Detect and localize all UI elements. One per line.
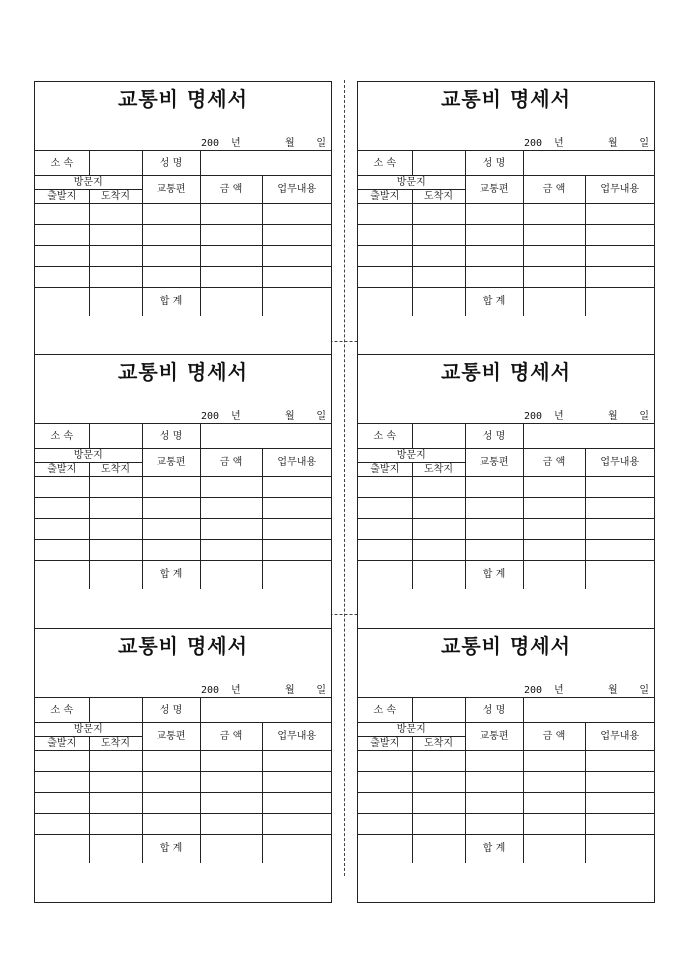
amount-header: 금 액 bbox=[200, 449, 262, 477]
duty-cell[interactable] bbox=[585, 751, 654, 772]
expense-form bbox=[34, 81, 332, 356]
total-blank-cell bbox=[35, 288, 89, 316]
vertical-cut-line bbox=[344, 80, 345, 876]
name-field[interactable] bbox=[200, 151, 331, 176]
total-label: 합 계 bbox=[465, 561, 523, 589]
total-amount-cell[interactable] bbox=[200, 561, 262, 589]
total-label: 합 계 bbox=[142, 561, 200, 589]
departure-cell[interactable] bbox=[35, 540, 89, 561]
expense-form bbox=[357, 81, 655, 356]
form-title: 교통비 명세서 bbox=[118, 360, 248, 384]
amount-cell[interactable] bbox=[200, 204, 262, 225]
month-label: 월 bbox=[608, 138, 618, 149]
arrival-cell[interactable] bbox=[412, 246, 465, 267]
amount-cell[interactable] bbox=[523, 772, 585, 793]
month-label: 월 bbox=[285, 411, 295, 422]
affiliation-field[interactable] bbox=[89, 698, 142, 723]
duty-cell[interactable] bbox=[262, 519, 331, 540]
total-blank-cell bbox=[412, 835, 465, 863]
departure-cell[interactable] bbox=[35, 498, 89, 519]
total-blank-cell bbox=[358, 288, 412, 316]
name-field[interactable] bbox=[200, 424, 331, 449]
departure-cell[interactable] bbox=[35, 204, 89, 225]
departure-cell[interactable] bbox=[35, 246, 89, 267]
transport-cell[interactable] bbox=[465, 540, 523, 561]
arrival-cell[interactable] bbox=[412, 204, 465, 225]
amount-cell[interactable] bbox=[523, 477, 585, 498]
departure-header: 출발지 bbox=[35, 190, 89, 204]
departure-cell[interactable] bbox=[35, 772, 89, 793]
transport-header: 교통편 bbox=[142, 723, 200, 751]
transport-cell[interactable] bbox=[465, 267, 523, 288]
transport-cell[interactable] bbox=[142, 204, 200, 225]
departure-header: 출발지 bbox=[35, 737, 89, 751]
affiliation-label: 소 속 bbox=[35, 151, 89, 176]
duty-cell[interactable] bbox=[585, 772, 654, 793]
day-label: 일 bbox=[639, 138, 649, 149]
form-title: 교통비 명세서 bbox=[441, 360, 571, 384]
affiliation-field[interactable] bbox=[89, 424, 142, 449]
total-amount-cell[interactable] bbox=[200, 288, 262, 316]
total-row bbox=[358, 561, 654, 589]
form-title: 교통비 명세서 bbox=[118, 87, 248, 111]
departure-cell[interactable] bbox=[358, 793, 412, 814]
day-label: 일 bbox=[639, 411, 649, 422]
total-blank-cell bbox=[358, 835, 412, 863]
year-label: 년 bbox=[231, 411, 241, 422]
amount-cell[interactable] bbox=[523, 267, 585, 288]
duty-cell[interactable] bbox=[585, 246, 654, 267]
name-field[interactable] bbox=[523, 151, 654, 176]
amount-cell[interactable] bbox=[523, 225, 585, 246]
visit-header: 방문지 bbox=[35, 176, 142, 190]
total-label: 합 계 bbox=[465, 288, 523, 316]
total-row bbox=[35, 835, 331, 863]
entry-row bbox=[358, 267, 654, 288]
day-label: 일 bbox=[639, 685, 649, 696]
amount-header: 금 액 bbox=[523, 449, 585, 477]
amount-cell[interactable] bbox=[200, 751, 262, 772]
arrival-header: 도착지 bbox=[89, 737, 142, 751]
entry-row bbox=[358, 772, 654, 793]
entry-row bbox=[35, 477, 331, 498]
arrival-cell[interactable] bbox=[89, 267, 142, 288]
arrival-cell[interactable] bbox=[412, 751, 465, 772]
entry-row bbox=[35, 204, 331, 225]
affiliation-field[interactable] bbox=[412, 698, 465, 723]
arrival-cell[interactable] bbox=[412, 814, 465, 835]
arrival-cell[interactable] bbox=[412, 225, 465, 246]
visit-header: 방문지 bbox=[35, 449, 142, 463]
departure-cell[interactable] bbox=[358, 225, 412, 246]
total-blank-cell bbox=[35, 835, 89, 863]
entry-row bbox=[35, 246, 331, 267]
total-blank-cell bbox=[358, 561, 412, 589]
entry-row bbox=[35, 751, 331, 772]
departure-cell[interactable] bbox=[35, 225, 89, 246]
transport-cell[interactable] bbox=[142, 772, 200, 793]
transport-cell[interactable] bbox=[142, 519, 200, 540]
amount-cell[interactable] bbox=[523, 814, 585, 835]
transport-cell[interactable] bbox=[465, 814, 523, 835]
duty-cell[interactable] bbox=[262, 772, 331, 793]
arrival-cell[interactable] bbox=[412, 267, 465, 288]
departure-cell[interactable] bbox=[35, 519, 89, 540]
year-prefix: 200 bbox=[524, 685, 543, 696]
visit-header: 방문지 bbox=[35, 723, 142, 737]
departure-cell[interactable] bbox=[35, 814, 89, 835]
transport-cell[interactable] bbox=[142, 498, 200, 519]
affiliation-label: 소 속 bbox=[35, 698, 89, 723]
entry-row bbox=[35, 267, 331, 288]
entry-row bbox=[358, 477, 654, 498]
duty-header: 업무내용 bbox=[585, 176, 654, 204]
affiliation-field[interactable] bbox=[412, 424, 465, 449]
arrival-cell[interactable] bbox=[412, 793, 465, 814]
name-label: 성 명 bbox=[142, 424, 200, 449]
amount-cell[interactable] bbox=[523, 246, 585, 267]
form-title: 교통비 명세서 bbox=[441, 634, 571, 658]
entry-row bbox=[35, 540, 331, 561]
entry-row bbox=[358, 751, 654, 772]
transport-cell[interactable] bbox=[465, 204, 523, 225]
visit-header: 방문지 bbox=[358, 723, 465, 737]
total-amount-cell[interactable] bbox=[523, 835, 585, 863]
arrival-cell[interactable] bbox=[412, 519, 465, 540]
amount-cell[interactable] bbox=[523, 751, 585, 772]
month-label: 월 bbox=[285, 138, 295, 149]
departure-cell[interactable] bbox=[35, 477, 89, 498]
year-prefix: 200 bbox=[524, 411, 543, 422]
transport-cell[interactable] bbox=[142, 246, 200, 267]
arrival-cell[interactable] bbox=[89, 246, 142, 267]
transport-cell[interactable] bbox=[142, 751, 200, 772]
amount-header: 금 액 bbox=[200, 176, 262, 204]
total-blank-cell bbox=[262, 288, 331, 316]
duty-cell[interactable] bbox=[262, 793, 331, 814]
day-label: 일 bbox=[316, 411, 326, 422]
form-title: 교통비 명세서 bbox=[118, 634, 248, 658]
departure-header: 출발지 bbox=[35, 463, 89, 477]
total-blank-cell bbox=[585, 561, 654, 589]
month-label: 월 bbox=[285, 685, 295, 696]
transport-cell[interactable] bbox=[142, 477, 200, 498]
arrival-cell[interactable] bbox=[412, 477, 465, 498]
departure-cell[interactable] bbox=[35, 751, 89, 772]
transport-header: 교통편 bbox=[465, 723, 523, 751]
day-label: 일 bbox=[316, 685, 326, 696]
amount-cell[interactable] bbox=[523, 540, 585, 561]
entry-row bbox=[35, 225, 331, 246]
duty-cell[interactable] bbox=[585, 477, 654, 498]
arrival-cell[interactable] bbox=[89, 498, 142, 519]
name-field[interactable] bbox=[200, 698, 331, 723]
expense-form bbox=[34, 354, 332, 629]
amount-cell[interactable] bbox=[200, 540, 262, 561]
departure-header: 출발지 bbox=[358, 190, 412, 204]
year-label: 년 bbox=[231, 685, 241, 696]
expense-table bbox=[35, 697, 331, 863]
arrival-cell[interactable] bbox=[89, 225, 142, 246]
expense-form bbox=[357, 628, 655, 903]
year-label: 년 bbox=[554, 138, 564, 149]
arrival-header: 도착지 bbox=[89, 463, 142, 477]
arrival-header: 도착지 bbox=[412, 737, 465, 751]
total-label: 합 계 bbox=[142, 288, 200, 316]
entry-row bbox=[358, 814, 654, 835]
arrival-cell[interactable] bbox=[412, 772, 465, 793]
transport-header: 교통편 bbox=[142, 176, 200, 204]
entry-row bbox=[358, 498, 654, 519]
arrival-cell[interactable] bbox=[89, 772, 142, 793]
duty-cell[interactable] bbox=[585, 204, 654, 225]
name-label: 성 명 bbox=[142, 151, 200, 176]
transport-cell[interactable] bbox=[465, 225, 523, 246]
amount-cell[interactable] bbox=[200, 246, 262, 267]
transport-cell[interactable] bbox=[142, 540, 200, 561]
duty-cell[interactable] bbox=[262, 204, 331, 225]
total-row bbox=[358, 288, 654, 316]
amount-cell[interactable] bbox=[200, 498, 262, 519]
transport-cell[interactable] bbox=[142, 814, 200, 835]
affiliation-field[interactable] bbox=[412, 151, 465, 176]
duty-header: 업무내용 bbox=[262, 723, 331, 751]
month-label: 월 bbox=[608, 411, 618, 422]
duty-cell[interactable] bbox=[262, 267, 331, 288]
duty-cell[interactable] bbox=[262, 814, 331, 835]
amount-cell[interactable] bbox=[200, 772, 262, 793]
transport-cell[interactable] bbox=[142, 793, 200, 814]
affiliation-label: 소 속 bbox=[358, 151, 412, 176]
visit-header: 방문지 bbox=[358, 176, 465, 190]
transport-header: 교통편 bbox=[465, 176, 523, 204]
expense-form bbox=[357, 354, 655, 629]
departure-header: 출발지 bbox=[358, 737, 412, 751]
duty-cell[interactable] bbox=[585, 519, 654, 540]
entry-row bbox=[35, 793, 331, 814]
transport-header: 교통편 bbox=[142, 449, 200, 477]
affiliation-label: 소 속 bbox=[358, 698, 412, 723]
arrival-cell[interactable] bbox=[89, 477, 142, 498]
amount-cell[interactable] bbox=[523, 519, 585, 540]
transport-cell[interactable] bbox=[142, 267, 200, 288]
entry-row bbox=[358, 540, 654, 561]
departure-cell[interactable] bbox=[35, 793, 89, 814]
year-label: 년 bbox=[554, 685, 564, 696]
departure-cell[interactable] bbox=[358, 540, 412, 561]
affiliation-label: 소 속 bbox=[35, 424, 89, 449]
total-blank-cell bbox=[89, 561, 142, 589]
total-blank-cell bbox=[89, 835, 142, 863]
departure-cell[interactable] bbox=[358, 814, 412, 835]
departure-cell[interactable] bbox=[358, 246, 412, 267]
name-label: 성 명 bbox=[465, 698, 523, 723]
transport-cell[interactable] bbox=[465, 772, 523, 793]
arrival-header: 도착지 bbox=[412, 190, 465, 204]
expense-table bbox=[35, 423, 331, 589]
total-blank-cell bbox=[585, 288, 654, 316]
total-amount-cell[interactable] bbox=[523, 288, 585, 316]
amount-cell[interactable] bbox=[200, 225, 262, 246]
amount-cell[interactable] bbox=[200, 267, 262, 288]
year-prefix: 200 bbox=[201, 411, 220, 422]
entry-row bbox=[358, 246, 654, 267]
affiliation-label: 소 속 bbox=[358, 424, 412, 449]
total-blank-cell bbox=[412, 561, 465, 589]
duty-cell[interactable] bbox=[585, 540, 654, 561]
year-prefix: 200 bbox=[201, 138, 220, 149]
total-blank-cell bbox=[262, 835, 331, 863]
affiliation-field[interactable] bbox=[89, 151, 142, 176]
arrival-header: 도착지 bbox=[89, 190, 142, 204]
amount-header: 금 액 bbox=[523, 723, 585, 751]
amount-cell[interactable] bbox=[200, 814, 262, 835]
entry-row bbox=[358, 519, 654, 540]
year-label: 년 bbox=[231, 138, 241, 149]
entry-row bbox=[35, 814, 331, 835]
duty-cell[interactable] bbox=[585, 814, 654, 835]
duty-cell[interactable] bbox=[262, 751, 331, 772]
departure-cell[interactable] bbox=[358, 498, 412, 519]
expense-table bbox=[358, 697, 654, 863]
form-title: 교통비 명세서 bbox=[441, 87, 571, 111]
transport-cell[interactable] bbox=[465, 751, 523, 772]
duty-cell[interactable] bbox=[262, 498, 331, 519]
transport-header: 교통편 bbox=[465, 449, 523, 477]
arrival-cell[interactable] bbox=[89, 751, 142, 772]
duty-header: 업무내용 bbox=[262, 449, 331, 477]
expense-table bbox=[358, 150, 654, 316]
duty-header: 업무내용 bbox=[585, 723, 654, 751]
expense-table bbox=[358, 423, 654, 589]
month-label: 월 bbox=[608, 685, 618, 696]
total-blank-cell bbox=[35, 561, 89, 589]
departure-cell[interactable] bbox=[358, 751, 412, 772]
total-blank-cell bbox=[585, 835, 654, 863]
transport-cell[interactable] bbox=[465, 519, 523, 540]
total-label: 합 계 bbox=[465, 835, 523, 863]
amount-header: 금 액 bbox=[523, 176, 585, 204]
departure-cell[interactable] bbox=[358, 772, 412, 793]
transport-cell[interactable] bbox=[465, 246, 523, 267]
departure-header: 출발지 bbox=[358, 463, 412, 477]
year-prefix: 200 bbox=[201, 685, 220, 696]
visit-header: 방문지 bbox=[358, 449, 465, 463]
name-label: 성 명 bbox=[142, 698, 200, 723]
year-prefix: 200 bbox=[524, 138, 543, 149]
total-row bbox=[358, 835, 654, 863]
arrival-cell[interactable] bbox=[89, 793, 142, 814]
duty-cell[interactable] bbox=[585, 793, 654, 814]
arrival-header: 도착지 bbox=[412, 463, 465, 477]
total-row bbox=[35, 561, 331, 589]
arrival-cell[interactable] bbox=[89, 814, 142, 835]
name-label: 성 명 bbox=[465, 424, 523, 449]
amount-cell[interactable] bbox=[523, 498, 585, 519]
duty-cell[interactable] bbox=[262, 225, 331, 246]
departure-cell[interactable] bbox=[358, 267, 412, 288]
arrival-cell[interactable] bbox=[412, 540, 465, 561]
transport-cell[interactable] bbox=[465, 477, 523, 498]
arrival-cell[interactable] bbox=[412, 498, 465, 519]
duty-cell[interactable] bbox=[585, 498, 654, 519]
transport-cell[interactable] bbox=[465, 498, 523, 519]
day-label: 일 bbox=[316, 138, 326, 149]
total-amount-cell[interactable] bbox=[523, 561, 585, 589]
entry-row bbox=[35, 498, 331, 519]
amount-cell[interactable] bbox=[200, 519, 262, 540]
expense-form bbox=[34, 628, 332, 903]
entry-row bbox=[35, 519, 331, 540]
entry-row bbox=[358, 793, 654, 814]
total-amount-cell[interactable] bbox=[200, 835, 262, 863]
amount-cell[interactable] bbox=[523, 204, 585, 225]
amount-cell[interactable] bbox=[200, 793, 262, 814]
departure-cell[interactable] bbox=[35, 267, 89, 288]
duty-cell[interactable] bbox=[585, 225, 654, 246]
name-field[interactable] bbox=[523, 424, 654, 449]
duty-header: 업무내용 bbox=[585, 449, 654, 477]
name-field[interactable] bbox=[523, 698, 654, 723]
amount-header: 금 액 bbox=[200, 723, 262, 751]
arrival-cell[interactable] bbox=[89, 540, 142, 561]
transport-cell[interactable] bbox=[465, 793, 523, 814]
duty-cell[interactable] bbox=[585, 267, 654, 288]
entry-row bbox=[358, 204, 654, 225]
total-blank-cell bbox=[89, 288, 142, 316]
arrival-cell[interactable] bbox=[89, 204, 142, 225]
name-label: 성 명 bbox=[465, 151, 523, 176]
duty-cell[interactable] bbox=[262, 477, 331, 498]
amount-cell[interactable] bbox=[523, 793, 585, 814]
duty-cell[interactable] bbox=[262, 246, 331, 267]
departure-cell[interactable] bbox=[358, 519, 412, 540]
total-label: 합 계 bbox=[142, 835, 200, 863]
departure-cell[interactable] bbox=[358, 204, 412, 225]
departure-cell[interactable] bbox=[358, 477, 412, 498]
transport-cell[interactable] bbox=[142, 225, 200, 246]
amount-cell[interactable] bbox=[200, 477, 262, 498]
total-row bbox=[35, 288, 331, 316]
entry-row bbox=[35, 772, 331, 793]
duty-header: 업무내용 bbox=[262, 176, 331, 204]
total-blank-cell bbox=[262, 561, 331, 589]
year-label: 년 bbox=[554, 411, 564, 422]
entry-row bbox=[358, 225, 654, 246]
expense-table bbox=[35, 150, 331, 316]
total-blank-cell bbox=[412, 288, 465, 316]
duty-cell[interactable] bbox=[262, 540, 331, 561]
arrival-cell[interactable] bbox=[89, 519, 142, 540]
